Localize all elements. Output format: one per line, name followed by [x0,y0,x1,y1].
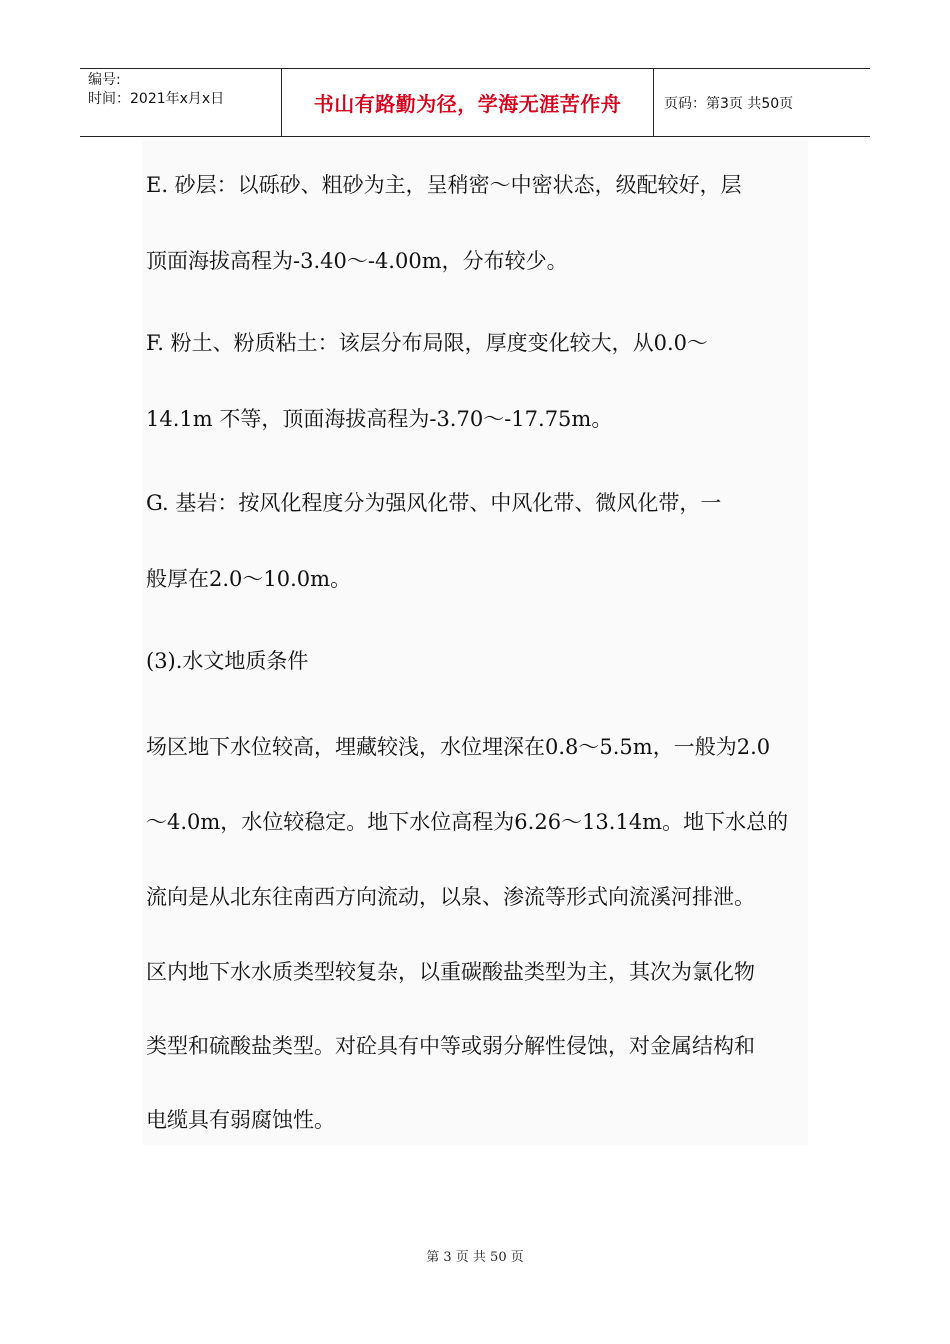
doc-number-label: 编号: [88,72,121,88]
text-line: 电缆具有弱腐蚀性。 [146,1108,335,1132]
document-body [142,140,808,1145]
text-line: ～4.0m，水位较稳定。地下水位高程为6.26～13.14m。地下水总的 [146,810,789,834]
text-line: F. 粉土、粉质粘土：该层分布局限，厚度变化较大，从0.0～ [146,331,709,355]
header-meta [80,69,281,136]
text-line: G. 基岩：按风化程度分为强风化带、中风化带、微风化带，一 [146,491,722,515]
text-line: 场区地下水位较高，埋藏较浅，水位埋深在0.8～5.5m，一般为2.0 [146,735,771,759]
text-line: E. 砂层：以砾砂、粗砂为主，呈稍密～中密状态，级配较好，层 [146,173,742,197]
page-footer: 第 3 页 共 50 页 [426,1250,524,1265]
text-line: 顶面海拔高程为-3.40～-4.00m，分布较少。 [146,249,568,273]
header-motto: 书山有路勤为径，学海无涯苦作舟 [281,69,654,136]
doc-date: 时间：2021年x月x日 [88,91,225,107]
header-page-info: 页码：第3页 共50页 [664,95,794,112]
text-line: 14.1m 不等，顶面海拔高程为-3.70～-17.75m。 [146,407,613,431]
text-line: 流向是从北东往南西方向流动，以泉、渗流等形式向流溪河排泄。 [146,885,755,909]
text-line: 区内地下水水质类型较复杂，以重碳酸盐类型为主，其次为氯化物 [146,960,755,984]
text-line: 类型和硫酸盐类型。对砼具有中等或弱分解性侵蚀，对金属结构和 [146,1034,755,1058]
text-line: 般厚在2.0～10.0m。 [146,567,352,591]
section-heading: (3).水文地质条件 [146,649,309,673]
page-header [80,68,870,137]
